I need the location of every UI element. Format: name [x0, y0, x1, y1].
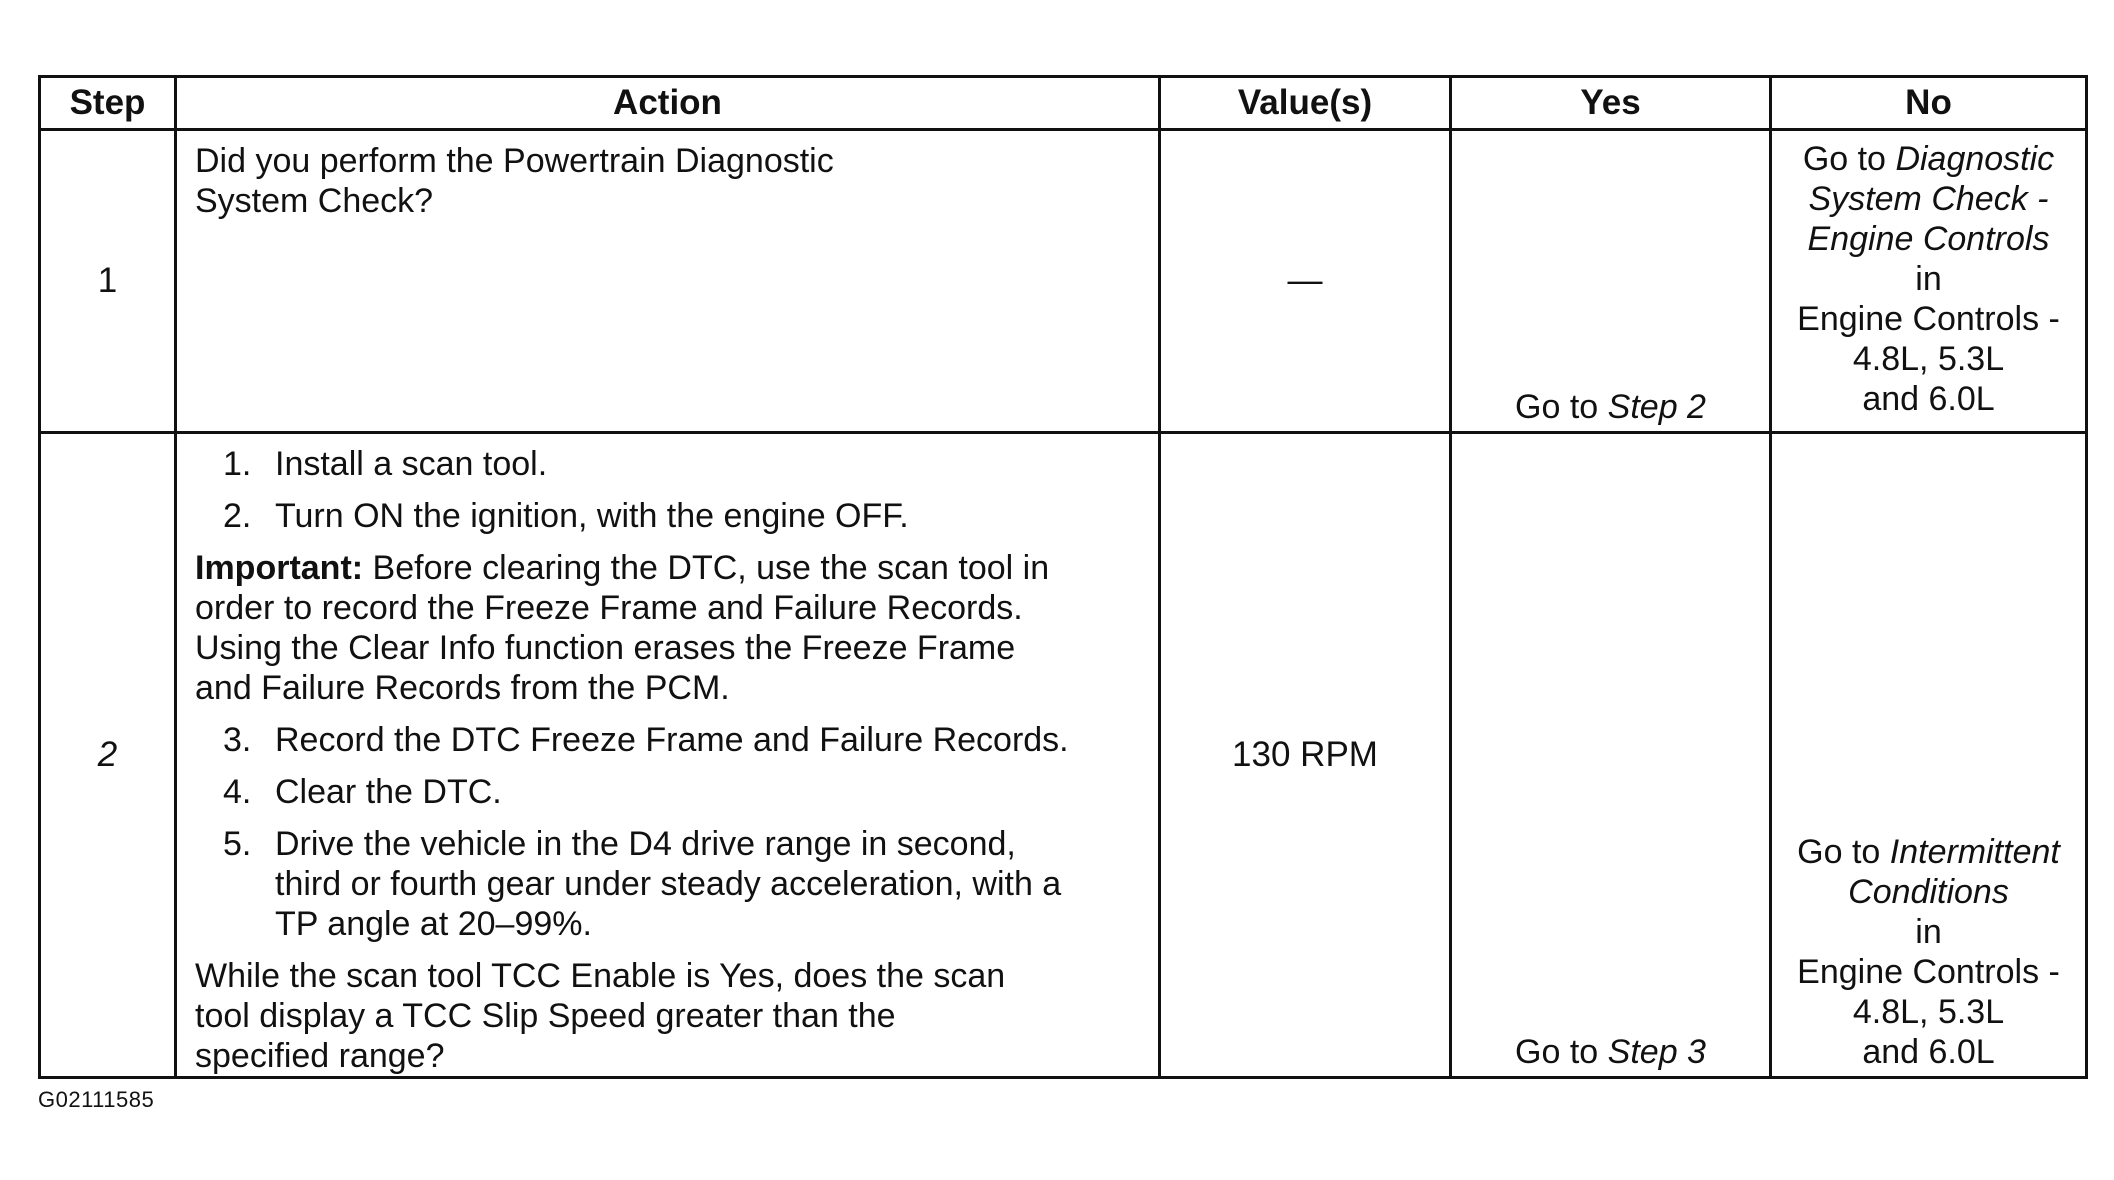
goto-prefix: Go to [1515, 388, 1599, 426]
reference-link[interactable]: Intermittent [1889, 833, 2060, 871]
important-text: Using the Clear Info function erases the Freeze Frame [195, 629, 1016, 667]
yes-goto[interactable] [1452, 387, 1769, 427]
action-question [195, 956, 1136, 1076]
manual-name: and 6.0L [1862, 380, 1995, 418]
procedure-text: Drive the vehicle in the D4 drive range in second, [275, 825, 1016, 863]
procedure-step [195, 444, 1136, 484]
action-question [195, 141, 1136, 221]
yes-cell [1451, 130, 1771, 433]
procedure-step [195, 772, 1136, 812]
goto-prefix: Go to [1802, 140, 1886, 178]
header-yes: Yes [1451, 77, 1771, 130]
procedure-text: Turn ON the ignition, with the engine OFF. [275, 497, 909, 535]
table-row [40, 433, 2087, 1078]
procedure-number: 1. [223, 445, 252, 483]
action-question-line: Did you perform the Powertrain Diagnostic [195, 142, 834, 180]
yes-goto[interactable] [1452, 1032, 1769, 1072]
manual-name: Engine Controls - [1797, 300, 2060, 338]
header-no: No [1771, 77, 2087, 130]
procedure-number: 3. [223, 721, 252, 759]
procedure-text: third or fourth gear under steady acceleration, with a [275, 865, 1062, 903]
procedure-text: Clear the DTC. [275, 773, 502, 811]
goto-prefix: Go to [1515, 1033, 1599, 1071]
manual-name: Engine Controls - [1797, 953, 2060, 991]
no-cell [1771, 130, 2087, 433]
no-cell [1771, 433, 2087, 1078]
reference-link[interactable]: System Check - [1808, 180, 2049, 218]
action-question-line: While the scan tool TCC Enable is Yes, does the scan [195, 957, 1006, 995]
manual-name: 4.8L, 5.3L [1852, 340, 2005, 378]
procedure-number: 4. [223, 773, 252, 811]
step-number: 1 [40, 130, 176, 433]
goto-prefix: Go to [1797, 833, 1881, 871]
action-question-line: tool display a TCC Slip Speed greater than the [195, 997, 896, 1035]
important-label: Important: [195, 549, 364, 587]
in-label: in [1915, 913, 1942, 951]
procedure-list [195, 720, 1136, 944]
action-cell [176, 130, 1160, 433]
action-question-line: specified range? [195, 1037, 445, 1075]
important-text: and Failure Records from the PCM. [195, 669, 730, 707]
procedure-text: Record the DTC Freeze Frame and Failure Records. [275, 721, 1069, 759]
procedure-text: Install a scan tool. [275, 445, 548, 483]
procedure-step [195, 720, 1136, 760]
reference-link[interactable]: Diagnostic [1895, 140, 2055, 178]
header-row [40, 77, 2087, 130]
step-link[interactable]: Step 3 [1607, 1033, 1706, 1071]
reference-link[interactable]: Engine Controls [1807, 220, 2050, 258]
reference-link[interactable]: Conditions [1848, 873, 2009, 911]
header-values: Value(s) [1160, 77, 1451, 130]
table-row [40, 130, 2087, 433]
no-goto[interactable] [1772, 139, 2085, 419]
value-cell: 130 RPM [1160, 433, 1451, 1078]
important-text: Before clearing the DTC, use the scan tool in [363, 549, 1050, 587]
in-label: in [1915, 260, 1942, 298]
header-action: Action [176, 77, 1160, 130]
value-cell: — [1160, 130, 1451, 433]
important-text: order to record the Freeze Frame and Failure Records. [195, 589, 1023, 627]
procedure-list [195, 444, 1136, 536]
action-question-line: System Check? [195, 182, 434, 220]
figure-id-caption: G02111585 [38, 1087, 155, 1112]
yes-cell [1451, 433, 1771, 1078]
diagnostic-table [38, 75, 2088, 1079]
procedure-number: 5. [223, 825, 252, 863]
manual-name: 4.8L, 5.3L [1852, 993, 2005, 1031]
procedure-step [195, 824, 1136, 944]
no-goto[interactable] [1772, 832, 2085, 1072]
procedure-number: 2. [223, 497, 252, 535]
important-note [195, 548, 1136, 708]
action-cell [176, 433, 1160, 1078]
step-link[interactable]: Step 2 [1607, 388, 1706, 426]
manual-name: and 6.0L [1862, 1033, 1995, 1071]
header-step: Step [40, 77, 176, 130]
procedure-step [195, 496, 1136, 536]
procedure-text: TP angle at 20–99%. [275, 905, 592, 943]
step-number: 2 [40, 433, 176, 1078]
